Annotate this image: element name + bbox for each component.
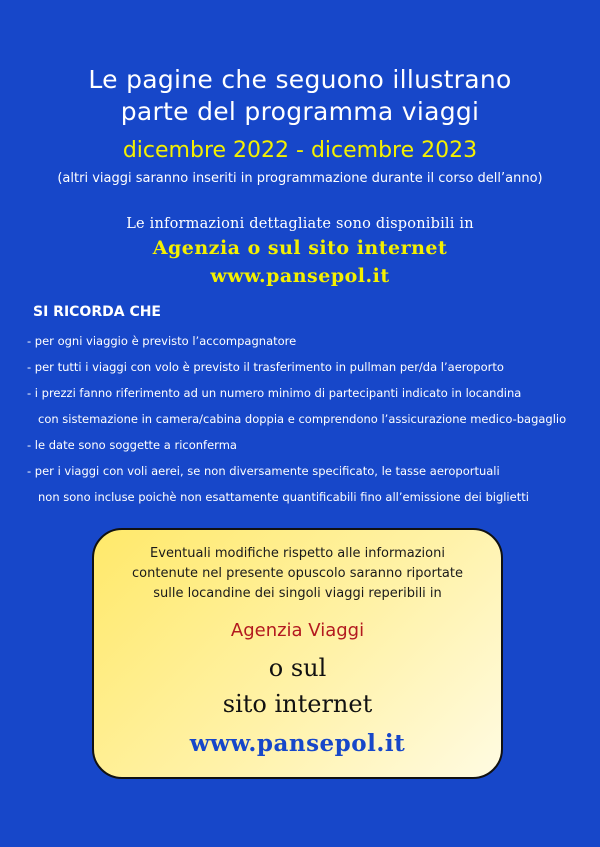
list-item: - per tutti i viaggi con volo è previsto il trasferimento in pullman per/da l’aeroporto: [27, 360, 504, 374]
list-item: - i prezzi fanno riferimento ad un numero minimo di partecipanti indicato in locandina: [27, 386, 522, 400]
notice-url[interactable]: www.pansepol.it: [189, 730, 406, 757]
notice-or: o sul: [268, 654, 327, 682]
reminders-list: [27, 328, 587, 510]
list-item: - le date sono soggette a riconferma: [27, 438, 237, 452]
program-dates: dicembre 2022 - dicembre 2023: [122, 138, 478, 163]
info-text: Le informazioni dettagliate sono disponibili in: [126, 216, 474, 232]
notice-box: [92, 528, 503, 779]
header-line-1: Le pagine che seguono illustrano: [88, 65, 512, 94]
list-item: con sistemazione in camera/cabina doppia e comprendono l’assicurazione medico-bagaglio: [38, 412, 567, 426]
notice-agency: Agenzia Viaggi: [230, 620, 365, 641]
list-item: - per ogni viaggio è previsto l’accompagnatore: [27, 334, 297, 348]
header-line-2: parte del programma viaggi: [120, 97, 480, 126]
notice-site: sito internet: [222, 690, 373, 718]
info-agency: Agenzia o sul sito internet: [152, 237, 448, 259]
notice-line-2: contenute nel presente opuscolo saranno riportate: [132, 566, 463, 581]
list-item: non sono incluse poichè non esattamente quantificabili fino all’emissione dei biglietti: [38, 490, 529, 504]
notice-line-1: Eventuali modifiche rispetto alle informazioni: [150, 546, 445, 561]
notice-line-3: sulle locandine dei singoli viaggi reperibili in: [153, 586, 442, 601]
info-url[interactable]: www.pansepol.it: [210, 265, 390, 287]
reminders-title: SI RICORDA CHE: [33, 304, 161, 320]
program-note: (altri viaggi saranno inseriti in programmazione durante il corso dell’anno): [57, 171, 543, 186]
list-item: - per i viaggi con voli aerei, se non diversamente specificato, le tasse aeroportuali: [27, 464, 500, 478]
